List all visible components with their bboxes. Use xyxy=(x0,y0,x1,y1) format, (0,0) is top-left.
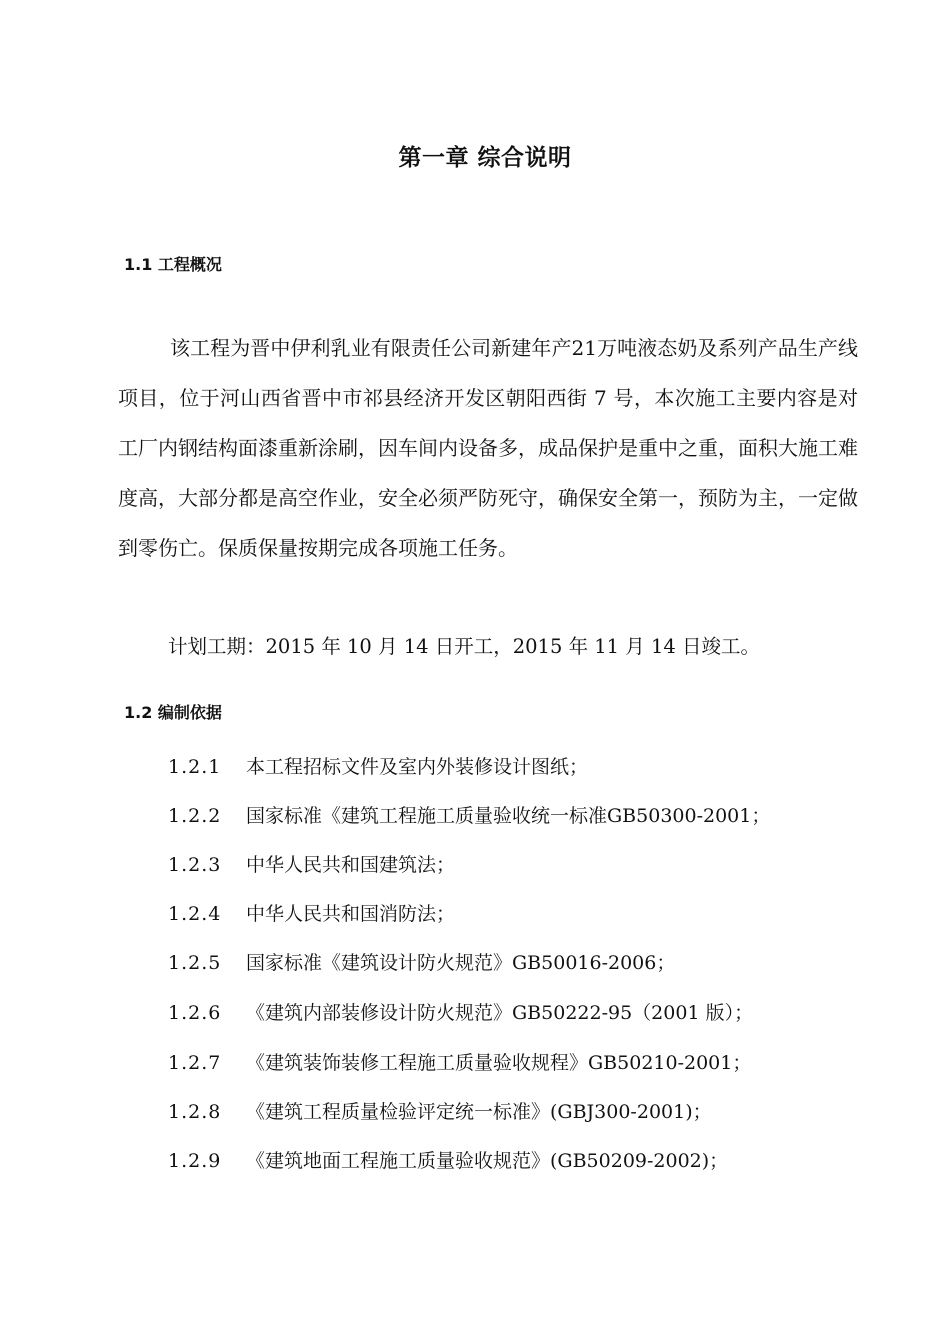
reference-text: 《建筑工程质量检验评定统一标准》(GBJ300-2001)； xyxy=(246,1101,712,1123)
chapter-title: 第一章 综合说明 xyxy=(398,145,572,171)
schedule-line: 计划工期：2015 年 10 月 14 日开工，2015 年 11 月 14 日竣工。 xyxy=(168,635,760,658)
reference-item xyxy=(168,752,588,782)
reference-number: 1.2.2 xyxy=(168,805,222,827)
reference-item xyxy=(168,948,675,978)
overview-paragraph: 该工程为晋中伊利乳业有限责任公司新建年产21万吨液态奶及系列产品生产线项目，位于河山西省晋中市祁县经济开发区朝阳西街 7 号，本次施工主要内容是对工厂内钢结构面漆重新涂刷，因车间内设备多，成品保护是重中之重，面积大施工难度高，大部分都是高空作业，安全必须严防死守，确保安全第一，预防为主，一定做到零伤亡。保质保量按期完成各项施工任务。 xyxy=(118,336,858,560)
reference-text: 《建筑地面工程施工质量验收规范》(GB50209-2002)； xyxy=(246,1150,729,1172)
reference-number: 1.2.6 xyxy=(168,1002,222,1024)
section-heading-overview: 1.1 工程概况 xyxy=(124,255,222,274)
reference-item xyxy=(168,1097,712,1127)
reference-number: 1.2.9 xyxy=(168,1150,222,1172)
reference-number: 1.2.5 xyxy=(168,952,222,974)
section-heading-basis: 1.2 编制依据 xyxy=(124,703,222,722)
reference-text: 本工程招标文件及室内外装修设计图纸； xyxy=(246,756,589,778)
reference-number: 1.2.3 xyxy=(168,854,222,876)
reference-item xyxy=(168,850,455,880)
reference-number: 1.2.4 xyxy=(168,903,222,925)
reference-number: 1.2.1 xyxy=(168,756,222,778)
reference-item xyxy=(168,1048,751,1078)
reference-item xyxy=(168,899,455,929)
reference-number: 1.2.8 xyxy=(168,1101,222,1123)
reference-text: 中华人民共和国消防法； xyxy=(246,903,456,925)
reference-item xyxy=(168,998,753,1028)
reference-number: 1.2.7 xyxy=(168,1052,222,1074)
reference-text: 国家标准《建筑工程施工质量验收统一标准GB50300-2001； xyxy=(246,805,771,827)
reference-text: 中华人民共和国建筑法； xyxy=(246,854,456,876)
reference-item xyxy=(168,1146,728,1176)
reference-item xyxy=(168,801,770,831)
reference-text: 《建筑装饰装修工程施工质量验收规程》GB50210-2001； xyxy=(246,1052,752,1074)
reference-text: 《建筑内部装修设计防火规范》GB50222-95（2001 版）； xyxy=(246,1002,754,1024)
reference-text: 国家标准《建筑设计防火规范》GB50016-2006； xyxy=(246,952,676,974)
